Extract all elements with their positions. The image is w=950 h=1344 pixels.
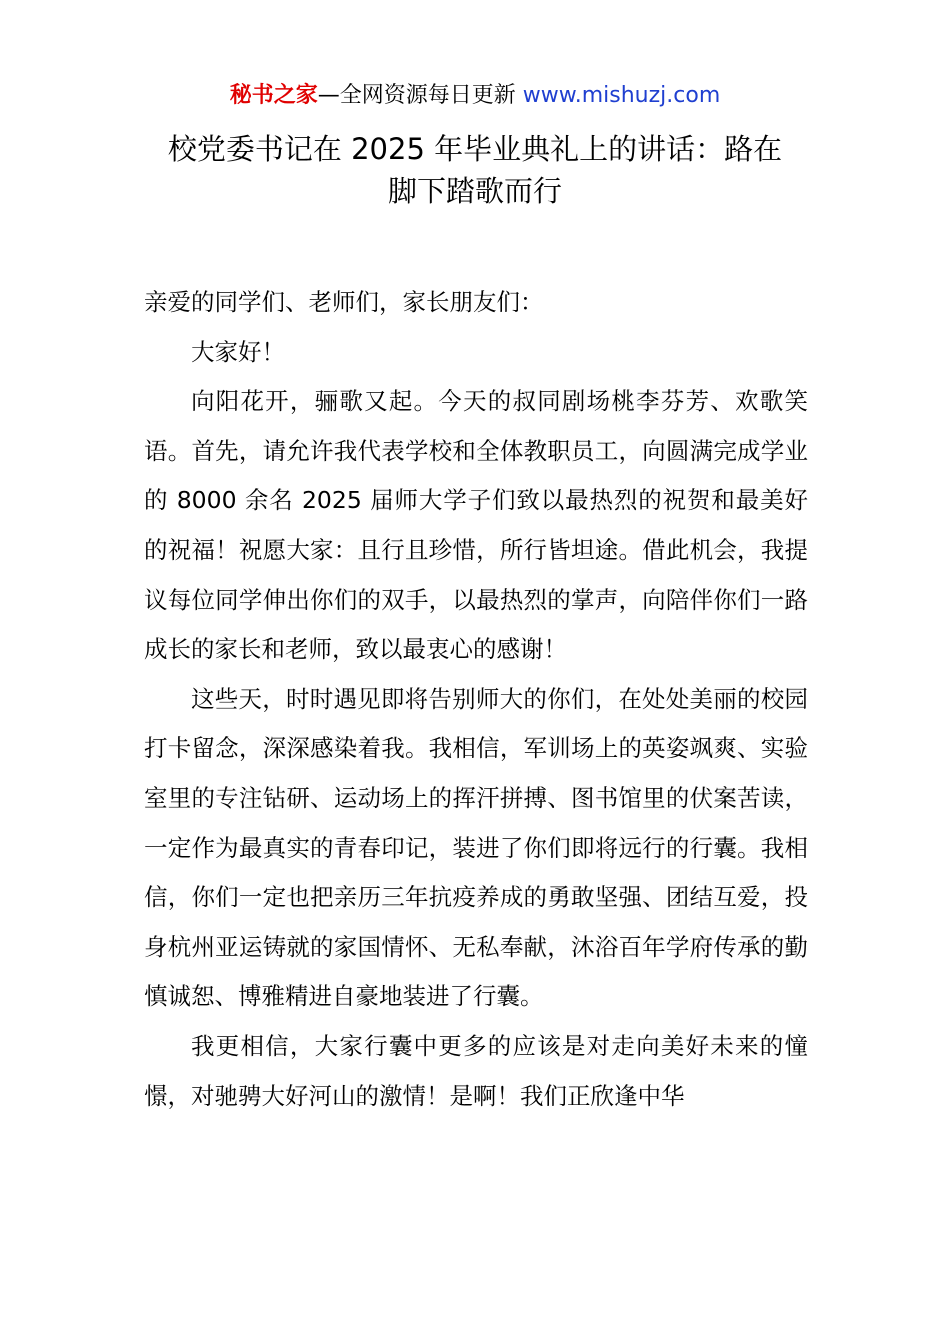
paragraph-3: 我更相信，大家行囊中更多的应该是对走向美好未来的憧憬，对驰骋大好河山的激情！是啊！我们正欣逢中华 (144, 1031, 808, 1110)
document-body (144, 278, 808, 1121)
document-title (140, 128, 810, 212)
paragraph-1: 向阳花开，骊歌又起。今天的叔同剧场桃李芬芳、欢歌笑语。首先，请允许我代表学校和全体教职员工，向圆满完成学业的 8000 余名 2025 届师大学子们致以最热烈的祝贺和最美好的祝福！祝愿大家：且行且珍惜，所行皆坦途。借此机会，我提议每位同学伸出你们的双手，以最热烈的掌声，向陪伴你们一路成长的家长和老师，致以最衷心的感谢！ (144, 387, 808, 664)
title-line-1: 校党委书记在 2025 年毕业典礼上的讲话：路在 (167, 132, 783, 166)
greeting: 大家好！ (191, 337, 285, 366)
title-line-2: 脚下踏歌而行 (387, 174, 562, 208)
site-url[interactable]: www.mishuzj.com (522, 83, 721, 108)
site-brand: 秘书之家 (229, 83, 318, 108)
salutation: 亲爱的同学们、老师们，家长朋友们： (144, 288, 544, 316)
site-tagline: —全网资源每日更新 (317, 83, 523, 108)
site-header (0, 80, 950, 112)
paragraph-2: 这些天，时时遇见即将告别师大的你们，在处处美丽的校园打卡留念，深深感染着我。我相信，军训场上的英姿飒爽、实验室里的专注钻研、运动场上的挥汗拼搏、图书馆里的伏案苦读，一定作为最真实的青春印记，装进了你们即将远行的行囊。我相信，你们一定也把亲历三年抗疫养成的勇敢坚强、团结互爱，投身杭州亚运铸就的家国情怀、无私奉献，沐浴百年学府传承的勤慎诚恕、博雅精进自豪地装进了行囊。 (144, 684, 808, 1011)
